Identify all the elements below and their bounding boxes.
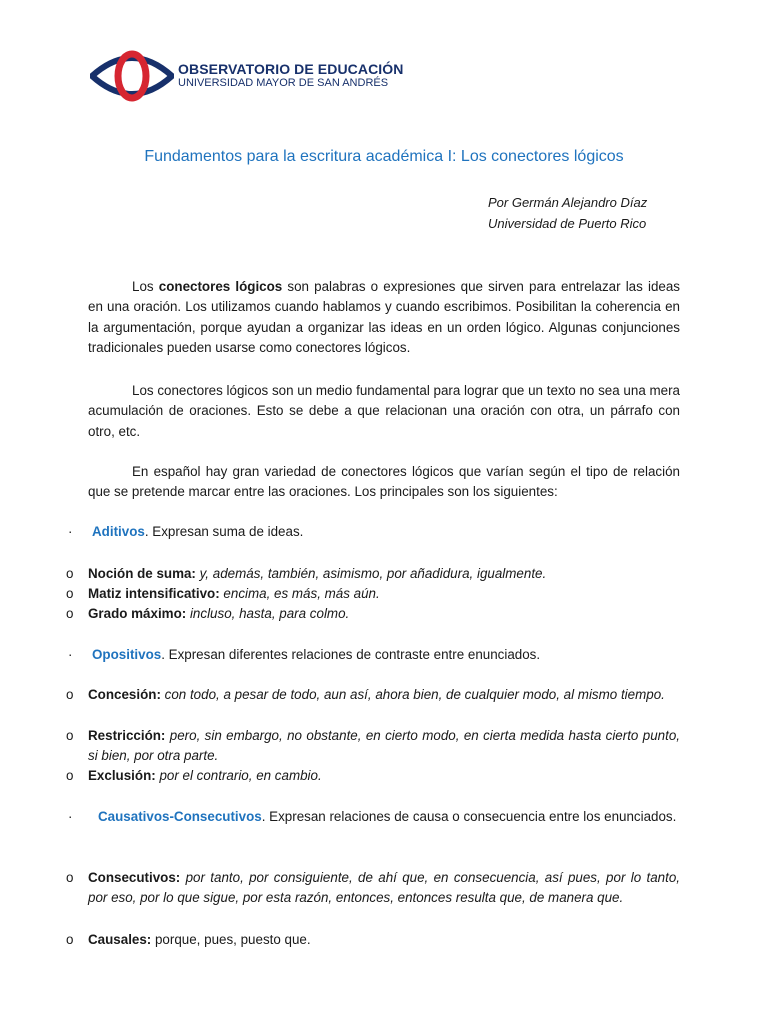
logo-title: OBSERVATORIO DE EDUCACIÓN xyxy=(178,61,404,77)
list-item: o Consecutivos: por tanto, por consiguiente, de ahí que, en consecuencia, así pues, por lo tanto, por eso, por lo que sigue, por esta razón, entonces, entonces resulta que, de manera que. xyxy=(66,870,680,906)
keyword-conectores: conectores lógicos xyxy=(158,279,283,294)
logo-subtitle: UNIVERSIDAD MAYOR DE SAN ANDRÉS xyxy=(178,77,389,89)
section-aditivos: · Aditivos. Expresan suma de ideas. xyxy=(68,522,680,542)
author-name: Por Germán Alejandro Díaz xyxy=(488,195,648,210)
bullet-dot: · xyxy=(68,524,73,539)
paragraph-2: Los conectores lógicos son un medio fundamental para lograr que un texto no sea una mera acumulación de oraciones. Esto se debe a que relacionan una oración con otra, un párrafo con otro, etc. xyxy=(88,383,680,439)
list-item: o Grado máximo: incluso, hasta, para colmo. xyxy=(66,606,350,621)
section-opositivos: · Opositivos. Expresan diferentes relaciones de contraste entre enunciados. xyxy=(68,645,680,665)
section-label: Opositivos xyxy=(92,647,162,662)
list-item: o Restricción: pero, sin embargo, no obstante, en cierto modo, en cierta medida hasta cierto punto, si bien, por otra parte. xyxy=(66,728,680,764)
author-block xyxy=(488,192,647,234)
logo xyxy=(90,46,420,106)
paragraph-1: Los conectores lógicos son palabras o expresiones que sirven para entrelazar las ideas en una oración. Los utilizamos cuando hablamos y cuando escribimos. Posibilitan la coherencia en la argumentación, porque ayudan a organizar las ideas en un orden lógico. Algunas conjunciones tradicionales pueden usarse como conectores lógicos. xyxy=(88,279,680,355)
section-causativos: · Causativos-Consecutivos. Expresan relaciones de causa o consecuencia entre los enunciados. xyxy=(68,807,680,827)
section-label: Causativos-Consecutivos xyxy=(98,809,262,824)
paragraph-3: En español hay gran variedad de conectores lógicos que varían según el tipo de relación que se pretende marcar entre las oraciones. Los principales son los siguientes: xyxy=(88,464,680,500)
section-label: Aditivos xyxy=(92,524,145,539)
list-item: o Noción de suma: y, además, también, asimismo, por añadidura, igualmente. xyxy=(66,566,547,581)
bullet-dot: · xyxy=(68,809,73,824)
list-item: o Matiz intensificativo: encima, es más, más aún. xyxy=(66,586,380,601)
document-title: Fundamentos para la escritura académica I: Los conectores lógicos xyxy=(144,148,624,165)
list-item: o Causales: porque, pues, puesto que. xyxy=(66,932,311,947)
bullet-dot: · xyxy=(68,647,73,662)
list-item: o Concesión: con todo, a pesar de todo, aun así, ahora bien, de cualquier modo, al mismo tiempo. xyxy=(66,687,665,702)
list-item: o Exclusión: por el contrario, en cambio. xyxy=(66,768,322,783)
eye-logo-icon xyxy=(90,46,174,106)
author-affiliation: Universidad de Puerto Rico xyxy=(488,216,647,231)
